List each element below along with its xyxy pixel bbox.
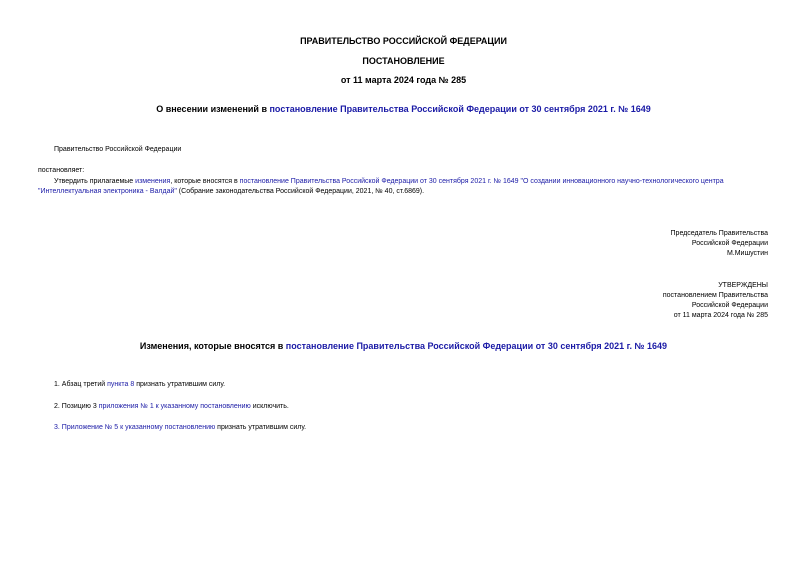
item-1 bbox=[54, 380, 225, 390]
item-3-text-b: признать утратившим силу. bbox=[215, 424, 307, 431]
signature-line-1: Председатель Правительства bbox=[670, 230, 768, 237]
approved-line-3: Российской Федерации bbox=[691, 302, 768, 309]
item-1-text-a: 1. Абзац третий bbox=[54, 381, 108, 388]
p1-text-b: , которые вносятся в bbox=[170, 178, 240, 185]
document-title bbox=[0, 104, 807, 114]
government-line: Правительство Российской Федерации bbox=[54, 146, 182, 153]
appendix-1-link[interactable]: приложения № 1 к указанному bbox=[98, 403, 199, 410]
item-3 bbox=[54, 423, 306, 433]
appendix-1-decree-link[interactable]: постановлению bbox=[200, 403, 251, 410]
resolves-line: постановляет: bbox=[38, 167, 85, 174]
item-2-text-a: 2. Позицию 3 bbox=[54, 403, 99, 410]
paragraph-1-line-1 bbox=[54, 177, 724, 187]
signature-name: М.Мишустин bbox=[726, 250, 768, 257]
document-title-prefix: О внесении изменений в bbox=[156, 104, 270, 114]
appendix-5-decree-link[interactable]: постановлению bbox=[164, 424, 216, 431]
document-date-number: от 11 марта 2024 года № 285 bbox=[340, 75, 467, 85]
approved-line-1: УТВЕРЖДЕНЫ bbox=[718, 282, 768, 289]
item-3-number[interactable]: 3. bbox=[54, 424, 62, 431]
item-1-text-b: признать утратившим силу. bbox=[134, 381, 226, 388]
government-heading: ПРАВИТЕЛЬСТВО РОССИЙСКОЙ ФЕДЕРАЦИИ bbox=[300, 36, 507, 46]
decree-1649-full-link[interactable]: постановление Правительства Российской Федерации от 30 сентября 2021 г. № 1649 "О создании инновационного научно-технологического центра bbox=[239, 178, 724, 185]
approved-line-2: постановлением Правительства bbox=[662, 292, 768, 299]
item-2-text-b: исключить. bbox=[250, 403, 289, 410]
p1-text-c: (Собрание законодательства Российской Федерации, 2021, № 40, ст.6869). bbox=[176, 188, 425, 195]
point-8-link[interactable]: пункта 8 bbox=[107, 381, 135, 388]
changes-title bbox=[0, 341, 807, 351]
approved-line-4: от 11 марта 2024 года № 285 bbox=[673, 312, 768, 319]
decree-1649-link[interactable]: постановление Правительства Российской Федерации от 30 сентября 2021 г. № 1649 bbox=[269, 104, 651, 114]
signature-line-2: Российской Федерации bbox=[691, 240, 768, 247]
paragraph-1-line-2 bbox=[38, 187, 424, 197]
p1-text-a: Утвердить прилагаемые bbox=[54, 178, 136, 185]
document-type: ПОСТАНОВЛЕНИЕ bbox=[362, 56, 445, 66]
item-2 bbox=[54, 402, 289, 412]
changes-decree-1649-link[interactable]: постановление Правительства Российской Федерации от 30 сентября 2021 г. № 1649 bbox=[285, 341, 668, 351]
decree-1649-full-link-cont[interactable]: "Интеллектуальная электроника - Валдай" bbox=[38, 188, 177, 195]
appendix-5-link[interactable]: Приложение № 5 к указанному bbox=[61, 424, 163, 431]
changes-title-prefix: Изменения, которые вносятся в bbox=[139, 341, 286, 351]
changes-link[interactable]: изменения bbox=[135, 178, 171, 185]
